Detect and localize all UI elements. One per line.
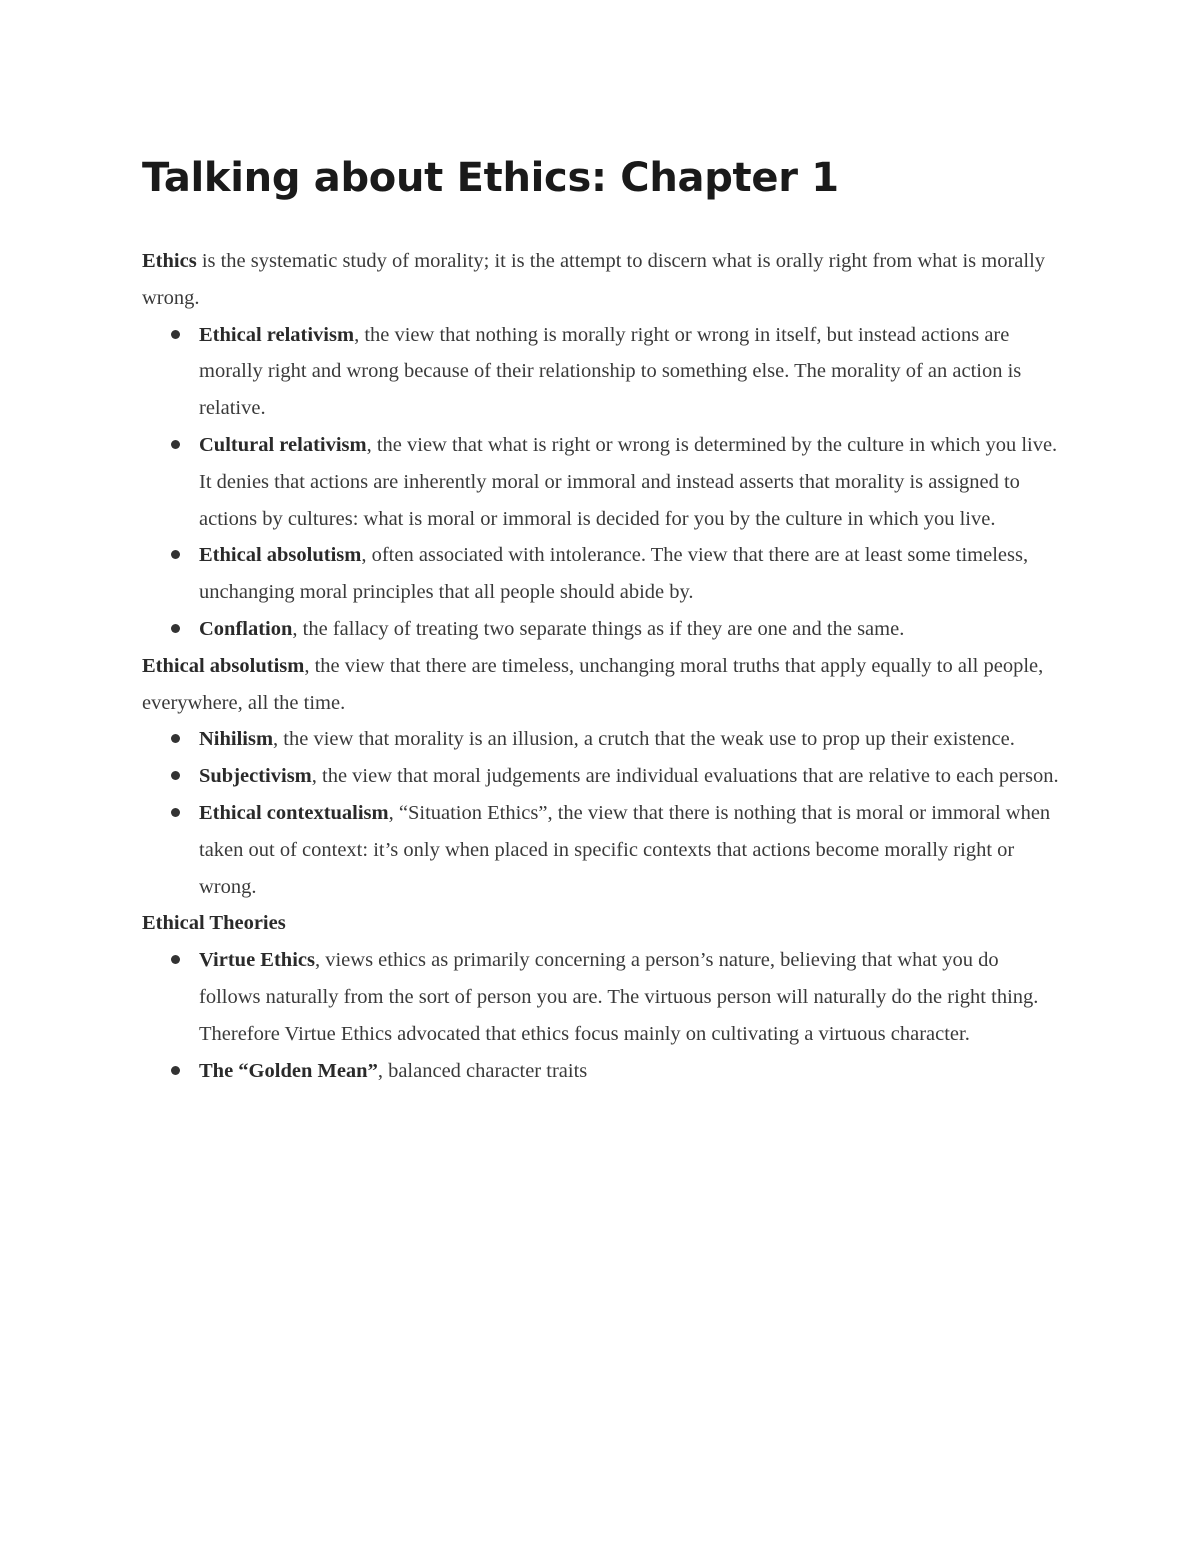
bullet-icon xyxy=(171,771,180,780)
section-heading: Ethical Theories xyxy=(142,912,286,935)
list-item-text: , the fallacy of treating two separate things as if they are one and the same. xyxy=(292,617,905,640)
list-item-text: , the view that what is right or wrong is determined by the culture in which you live. It denies that actions are inherently moral or immoral and instead asserts that morality is assigned to actions by cultures: what is moral or immoral is decided for you by the culture in which you live. xyxy=(199,433,1058,530)
list-item-text: , the view that nothing is morally right or wrong in itself, but instead actions are morally right and wrong because of their relationship to something else. The morality of an action is relative. xyxy=(199,323,1022,420)
bullet-icon xyxy=(171,440,180,449)
list-item xyxy=(142,721,1062,758)
absolutism-paragraph xyxy=(142,648,1062,722)
intro-paragraph xyxy=(142,243,1062,317)
list-item xyxy=(142,427,1062,537)
bullet-icon xyxy=(171,1066,180,1075)
list-item-term: Ethical contextualism xyxy=(199,801,389,824)
bullet-icon xyxy=(171,955,180,964)
list-item-text: , the view that moral judgements are individual evaluations that are relative to each person. xyxy=(311,765,1059,788)
list-item-text: , “Situation Ethics”, the view that there is nothing that is moral or immoral when taken out of context: it’s only when placed in specific contexts that actions become morally right or wrong. xyxy=(199,801,1051,898)
list-item-term: Ethical relativism xyxy=(199,323,355,346)
list-item xyxy=(142,1053,1062,1090)
theories-list xyxy=(142,942,1062,1089)
intro-text: is the systematic study of morality; it is the attempt to discern what is orally right from what is morally wrong. xyxy=(142,250,1046,309)
list-item xyxy=(142,611,1062,648)
bullet-icon xyxy=(171,808,180,817)
list-item-term: Nihilism xyxy=(199,728,274,751)
list-item-term: The “Golden Mean” xyxy=(199,1059,378,1082)
document-body xyxy=(142,150,1062,1089)
bullet-icon xyxy=(171,734,180,743)
list-item-term: Virtue Ethics xyxy=(199,949,315,972)
list-item xyxy=(142,317,1062,427)
list-item xyxy=(142,537,1062,611)
list-item-text: , views ethics as primarily concerning a person’s nature, believing that what you do follows naturally from the sort of person you are. The virtuous person will naturally do the right thing. Therefore Virtue Ethics advocated that ethics focus mainly on cultivating a virtuous character. xyxy=(199,949,1039,1045)
list-item-term: Cultural relativism xyxy=(199,433,367,456)
bullet-icon xyxy=(171,550,180,559)
list-item-text: , the view that morality is an illusion, a crutch that the weak use to prop up their existence. xyxy=(273,728,1015,751)
list-item xyxy=(142,942,1062,1052)
list-item-term: Conflation xyxy=(199,617,293,640)
list-item-text: , often associated with intolerance. The view that there are at least some timeless, unchanging moral principles that all people should abide by. xyxy=(199,544,1029,604)
bullet-icon xyxy=(171,330,180,339)
list-item xyxy=(142,758,1062,795)
intro-term: Ethics xyxy=(142,250,197,272)
bullet-icon xyxy=(171,624,180,633)
list-item xyxy=(142,795,1062,905)
list-item-term: Ethical absolutism xyxy=(199,544,362,567)
list-item-term: Subjectivism xyxy=(199,765,312,788)
absolutism-term: Ethical absolutism xyxy=(142,654,305,677)
views-list xyxy=(142,721,1062,905)
list-item-text: , balanced character traits xyxy=(377,1059,588,1082)
page-title: Talking about Ethics: Chapter 1 xyxy=(142,155,839,201)
absolutism-text: , the view that there are timeless, unchanging moral truths that apply equally to all people, everywhere, all the time. xyxy=(142,654,1044,714)
relativism-list xyxy=(142,317,1062,648)
